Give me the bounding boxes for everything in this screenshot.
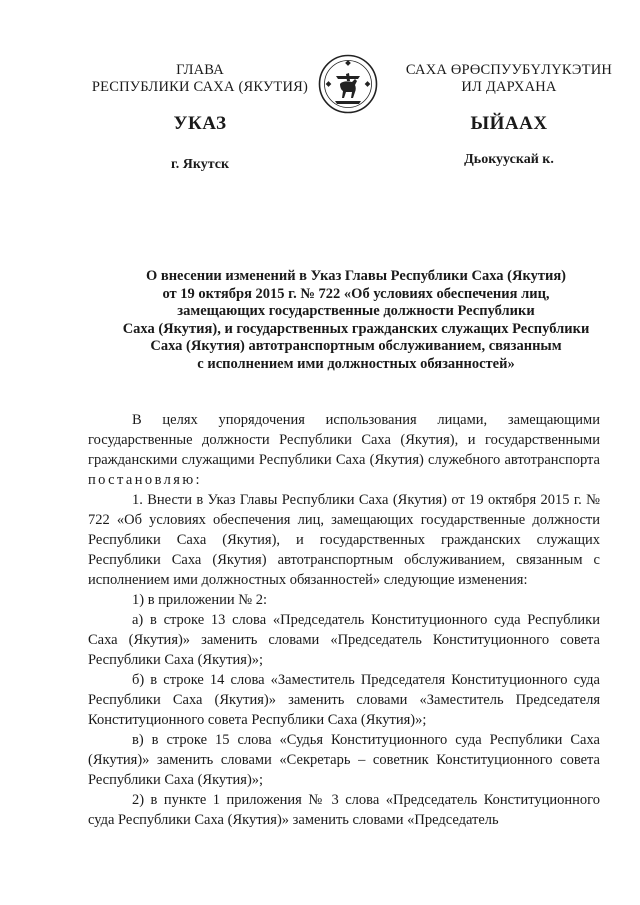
title-line: О внесении изменений в Указ Главы Республики Саха (Якутия)	[145, 268, 567, 284]
header-left-line1: ГЛАВА	[176, 62, 224, 78]
city-ru: г. Якутск	[170, 157, 230, 172]
item-1-subitem-1-a: а) в строке 13 слова «Председатель Конституционного суда Республики Саха (Якутия)» заменить словами «Председатель Конституционного совета Республики Саха (Якутия)»;	[88, 612, 600, 668]
header-right-line1: САХА ӨРӨСПУУБҮЛҮКЭТИН	[405, 62, 613, 78]
header-right-line2: ИЛ ДАРХАНА	[461, 79, 557, 95]
item-1-subitem-1-b: б) в строке 14 слова «Заместитель Председателя Конституционного суда Республики Саха (Якутия)» заменить словами «Заместитель Председателя Конституционного совета Республики Саха (Якутия)»;	[88, 672, 600, 728]
title-line: от 19 октября 2015 г. № 722 «Об условиях обеспечения лиц,	[162, 285, 550, 302]
item-1-subitem-1: 1) в приложении № 2:	[132, 592, 267, 608]
item-1-subitem-2: 2) в пункте 1 приложения № 3 слова «Председатель Конституционного суда Республики Саха (Якутия)» заменить словами «Председатель	[88, 792, 600, 828]
title-line: с исполнением ими должностных обязанностей»	[197, 355, 515, 372]
header-left-line2: РЕСПУБЛИКИ САХА (ЯКУТИЯ)	[91, 79, 309, 95]
coat-of-arms-emblem	[318, 54, 378, 114]
item-1-subitem-1-c: в) в строке 15 слова «Судья Конституционного суда Республики Саха (Якутия)» заменить словами «Секретарь – советник Конституционного совета Республики Саха (Якутия)»;	[88, 732, 600, 788]
header-right-block	[398, 62, 620, 96]
doc-type-ru: УКАЗ	[173, 113, 227, 134]
city-sah: Дьокуускай к.	[464, 152, 554, 167]
decree-word: постановляю:	[88, 472, 202, 488]
doc-type-sah: ЫЙААХ	[470, 113, 548, 134]
document-title	[86, 268, 626, 373]
item-1: 1. Внести в Указ Главы Республики Саха (Якутия) от 19 октября 2015 г. № 722 «Об условиях обеспечения лиц, замещающих государственные должности Республики Саха (Якутия), и государственных гражданских служащих Республики Саха (Якутия) автотранспортным обслуживанием, связанным с исполнением ими должностных обязанностей» следующие изменения:	[88, 492, 600, 588]
preamble-text: В целях упорядочения использования лицами, замещающими государственные должности Республики Саха (Якутия), и государственными гражданскими служащими Республики Саха (Якутия) служебного автотранспорта	[88, 412, 600, 468]
preamble-paragraph	[88, 410, 600, 490]
document-body	[88, 410, 600, 830]
header-left-block	[80, 62, 320, 96]
title-line: замещающих государственные должности Республики	[177, 303, 535, 319]
title-line: Саха (Якутия), и государственных гражданских служащих Республики	[122, 320, 590, 337]
title-line: Саха (Якутия) автотранспортным обслуживанием, связанным	[150, 338, 562, 354]
